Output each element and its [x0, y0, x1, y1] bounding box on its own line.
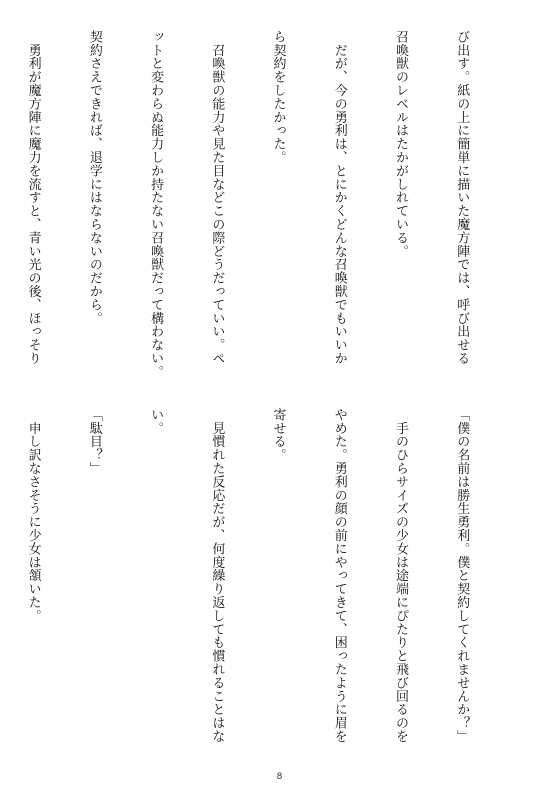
text-line: 召喚獣のレベルはたかがしれている。: [392, 30, 408, 258]
text-line: やめた。勇利の顔の前にやってきて、困ったように眉を: [331, 408, 347, 743]
text-line: び出す。紙の上に簡単に描いた魔方陣では、呼び出せる: [454, 30, 470, 365]
lower-text-block: [25, 408, 512, 753]
upper-text-block: [25, 30, 512, 379]
text-line: 申し訳なさそうに少女は頷いた。: [25, 408, 41, 623]
page-number: 8: [276, 772, 283, 782]
text-line: 「僕の名前は勝生勇利。僕と契約してくれませんか？」: [454, 408, 470, 743]
text-line: 見慣れた反応だが、何度繰り返しても慣れることはな: [209, 408, 225, 743]
text-line: 勇利が魔方陣に魔力を流すと、青い光の後、ほっそり: [25, 30, 41, 365]
text-line: 寄せる。: [270, 408, 286, 462]
text-line: だが、今の勇利は、とにかくどんな召喚獣でもいいか: [331, 30, 347, 365]
text-line: 契約さえできれば、退学にはならないのだから。: [86, 30, 102, 325]
text-line: ットと変わらぬ能力しか持たない召喚獣だって構わない。: [148, 30, 164, 379]
text-line: 手のひらサイズの少女は途端にぴたりと飛び回るのを: [392, 408, 408, 743]
text-line: い。: [148, 408, 164, 435]
text-line: 召喚獣の能力や見た目などこの際どうだっていい。ペ: [209, 30, 225, 365]
text-line: ら契約をしたかった。: [270, 30, 286, 164]
text-line: 「駄目？」: [86, 408, 102, 475]
